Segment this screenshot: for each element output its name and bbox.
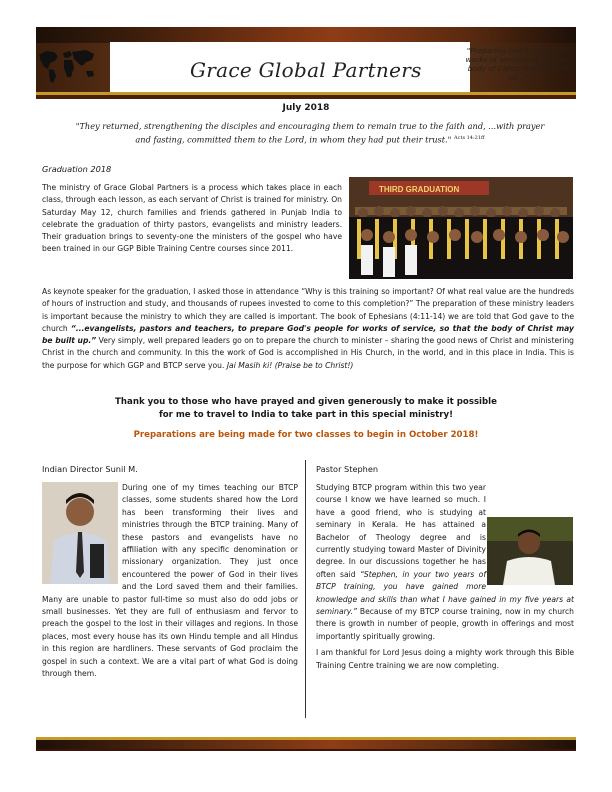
graduation-photo-art bbox=[349, 177, 573, 279]
scripture-quote bbox=[70, 120, 550, 146]
graduation-paragraph-1: The ministry of Grace Global Partners is a process which takes place in each class, through each lesson, as each servant of Christ is trained for ministry. On Saturday May 12, church families and friends gathered in Punjab India to celebrate the graduation of thirty pastors, evangelists and ministry leaders. Their graduation brings to seventy-one the ministers of the gospel who have been trained in our GGP Bible Training Centre courses since 2011. bbox=[42, 183, 342, 254]
stephen-body-b: Because of my BTCP course training, now in my church there is growth in number of people, growth in offerings and most importantly spiritually growing. bbox=[316, 607, 574, 641]
graduation-p2-text-b: Very simply, well prepared leaders go on to prepare the church to minister – sharing the good news of Christ and ministering Christ in the church and community. In this the work of God is accomplished in His Church, in the world, and in this place in India. This is the purpose for which GGP and BTCP serve you. bbox=[42, 336, 575, 370]
footer-dark-rule bbox=[36, 749, 576, 751]
graduation-heading: Graduation 2018 bbox=[42, 164, 112, 174]
footer-band bbox=[36, 740, 576, 749]
scripture-text: "They returned, strengthening the disciples and encouraging them to remain true to the faith and, ...with prayer and fasting, committed them to the Lord, in whom they had put their trust." bbox=[75, 121, 545, 145]
scripture-ref: Acts 14:21ff bbox=[454, 135, 485, 141]
world-map-icon bbox=[36, 45, 98, 87]
stephen-quote: “Stephen, in your two years of BTCP training, you have gained more knowledge and skills than what I have gained in my five years at seminary.” bbox=[316, 569, 574, 617]
ephesians-quote: “...evangelists, pastors and teachers, to prepare God's people for works of service, so that the body of Christ may be built up.” bbox=[42, 323, 574, 346]
stephen-photo bbox=[487, 517, 573, 585]
thank-you-line-2: for me to travel to India to take part in this special ministry! bbox=[158, 410, 454, 420]
thank-you-line-1: Thank you to those who have prayed and given generously to make it possible bbox=[115, 397, 497, 407]
stephen-portrait bbox=[487, 517, 573, 585]
brand-title: Grace Global Partners bbox=[190, 58, 422, 82]
header-tagline: "Preparing God's people for works of service, so that the body of Christ may be built up..." bbox=[465, 46, 571, 82]
sunil-body: During one of my times teaching our BTCP classes, some students shared how the Lord has been transforming their lives and ministries through the BTCP training. Many of these pastors and evangelists have no affiliation with any specific denomination or missionary organization. They just once encountered the power of God in their lives and the Lord saved them and their families. Many are unable to pastor full-time so must also do odd jobs or small businesses. Yet they are full of enthusiasm and fervor to preach the gospel to the lost in their villages and regions. In those places, most every house has its own Hindu temple and all Hindus in this region are hardliners. These servants of God proclaim the gospel in such a context. We are a vital part of what God is doing through them. bbox=[42, 483, 298, 679]
column-divider bbox=[305, 460, 306, 718]
issue-date: July 2018 bbox=[282, 103, 330, 113]
preparations-announcement: Preparations are being made for two classes to begin in October 2018! bbox=[133, 430, 479, 440]
header-dark-rule bbox=[36, 95, 576, 99]
graduation-banner-text: THIRD GRADUATION bbox=[379, 185, 460, 194]
stephen-heading: Pastor Stephen bbox=[316, 464, 379, 474]
graduation-p2-text-a: As keynote speaker for the graduation, I asked those in attendance “Why is this training so important? Of what real value are the hundreds of hours of instruction and study, and thousands of rupees invested to come to this completion?” The preparation of these ministry leaders is important because the ministry to which they are called is important. The book of Ephesians (4:11-14) we are told that God gave to the church bbox=[42, 287, 574, 333]
praise-phrase: Jai Masih ki! (Praise be to Christ!) bbox=[226, 360, 354, 370]
thank-you-message bbox=[0, 396, 612, 422]
stephen-body-c: I am thankful for Lord Jesus doing a mighty work through this Bible Training Centre training we are now completing. bbox=[316, 648, 574, 670]
sunil-photo bbox=[42, 482, 118, 584]
sunil-heading: Indian Director Sunil M. bbox=[42, 464, 138, 474]
sunil-portrait bbox=[42, 482, 118, 584]
graduation-paragraph-2 bbox=[42, 286, 574, 372]
graduation-photo bbox=[349, 177, 573, 279]
stephen-body-a: Studying BTCP program within this two year course I know we have learned so much. I have a good friend, who is studying at seminary in Kerala. He has attained a Bachelor of Theology degree and is currently studying toward Master of Divinity degree. In our discussions together he has often said bbox=[316, 483, 486, 579]
